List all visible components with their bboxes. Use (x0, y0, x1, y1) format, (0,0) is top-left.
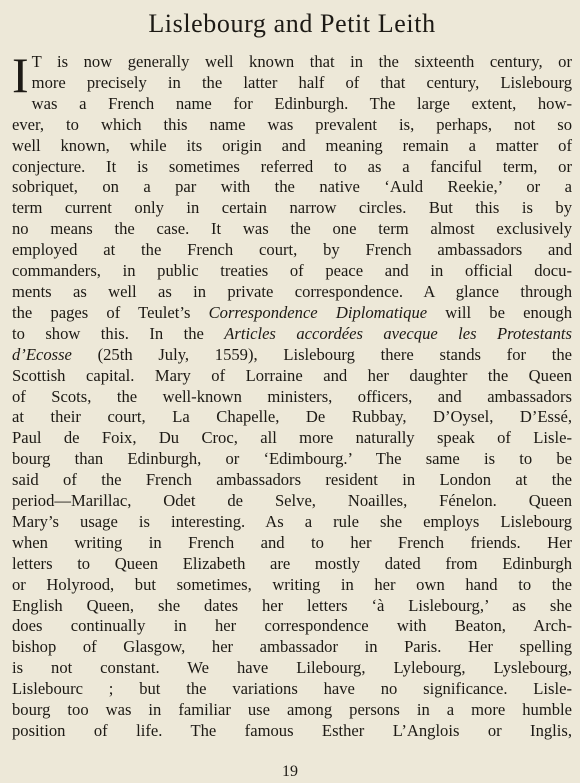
text-line: more precisely in the latter half of that century, Lislebourg (31, 72, 572, 92)
text-line: Mary’s usage is interesting. As a rule she employs Lislebourg (12, 511, 572, 531)
text-line: does continually in her correspondence with Beaton, Arch- (12, 616, 572, 636)
text-line: term current only in certain narrow circles. But this is by (12, 198, 572, 218)
text-line: English Queen, she dates her letters ‘à Lislebourg,’ as she (12, 595, 572, 615)
text-line: Lislebourc ; but the variations have no significance. Lisle- (12, 679, 572, 699)
text-line: position of life. The famous Esther L’Anglois or Inglis, (12, 721, 572, 740)
text-line: well known, while its origin and meaning remain a matter of (12, 135, 572, 155)
text-segment: to show this. In the (12, 323, 225, 343)
text-line: sobriquet, on a par with the native ‘Auld Reekie,’ or a (12, 177, 572, 197)
page-title: Lislebourg and Petit Leith (148, 9, 436, 38)
text-line: is not constant. We have Lilebourg, Lylebourg, Lyslebourg, (12, 658, 572, 678)
text-line: no means the case. It was the one term almost exclusively (12, 219, 572, 239)
text-line: bourg than Edinburgh, or ‘Edimbourg.’ The same is to be (12, 449, 572, 469)
text-line: of Scots, the well-known ministers, officers, and ambassadors (12, 386, 572, 406)
text-line: said of the French ambassadors resident in London at the (12, 470, 572, 490)
italic-title: d’Ecosse (12, 344, 72, 364)
drop-cap: I (12, 47, 29, 103)
text-line: letters to Queen Elizabeth are mostly dated from Edinburgh (12, 553, 572, 573)
text-line: ments as well as in private correspondence. A glance through (12, 281, 572, 301)
text-line: Scottish capital. Mary of Lorraine and her daughter the Queen (12, 365, 572, 385)
text-line: Paul de Foix, Du Croc, all more naturally speak of Lisle- (12, 428, 572, 448)
text-line: conjecture. It is sometimes referred to as a fanciful term, or (12, 156, 572, 176)
text-segment: will be enough (427, 302, 572, 322)
text-line (12, 324, 572, 345)
page-number: 19 (282, 763, 298, 780)
text-line (12, 303, 572, 324)
text-line: when writing in French and to her French friends. Her (12, 532, 572, 552)
italic-title: Correspondence Diplomatique (208, 302, 428, 322)
text-line: period—Marillac, Odet de Selve, Noailles, Fénelon. Queen (12, 491, 572, 511)
text-line: bishop of Glasgow, her ambassador in Paris. Her spelling (12, 637, 572, 657)
text-line: employed at the French court, by French ambassadors and (12, 240, 572, 260)
text-line: was a French name for Edinburgh. The large extent, how- (31, 93, 572, 113)
body-text (12, 47, 572, 742)
text-segment: (25th July, 1559), Lislebourg there stands for the (71, 344, 572, 364)
text-line: at their court, La Chapelle, De Rubbay, D’Oysel, D’Essé, (12, 407, 572, 427)
text-line: T is now generally well known that in the sixteenth century, or (31, 52, 572, 71)
italic-title: Articles accordées avecque les Protestants (224, 323, 572, 343)
text-line: or Holyrood, but sometimes, writing in her own hand to the (12, 574, 572, 594)
text-line: ever, to which this name was prevalent is, perhaps, not so (12, 114, 572, 134)
text-line: commanders, in public treaties of peace and in official docu- (12, 261, 572, 281)
text-segment: the pages of Teulet’s (12, 302, 209, 322)
text-line (12, 345, 572, 366)
text-line: bourg too was in familiar use among persons in a more humble (12, 700, 572, 720)
